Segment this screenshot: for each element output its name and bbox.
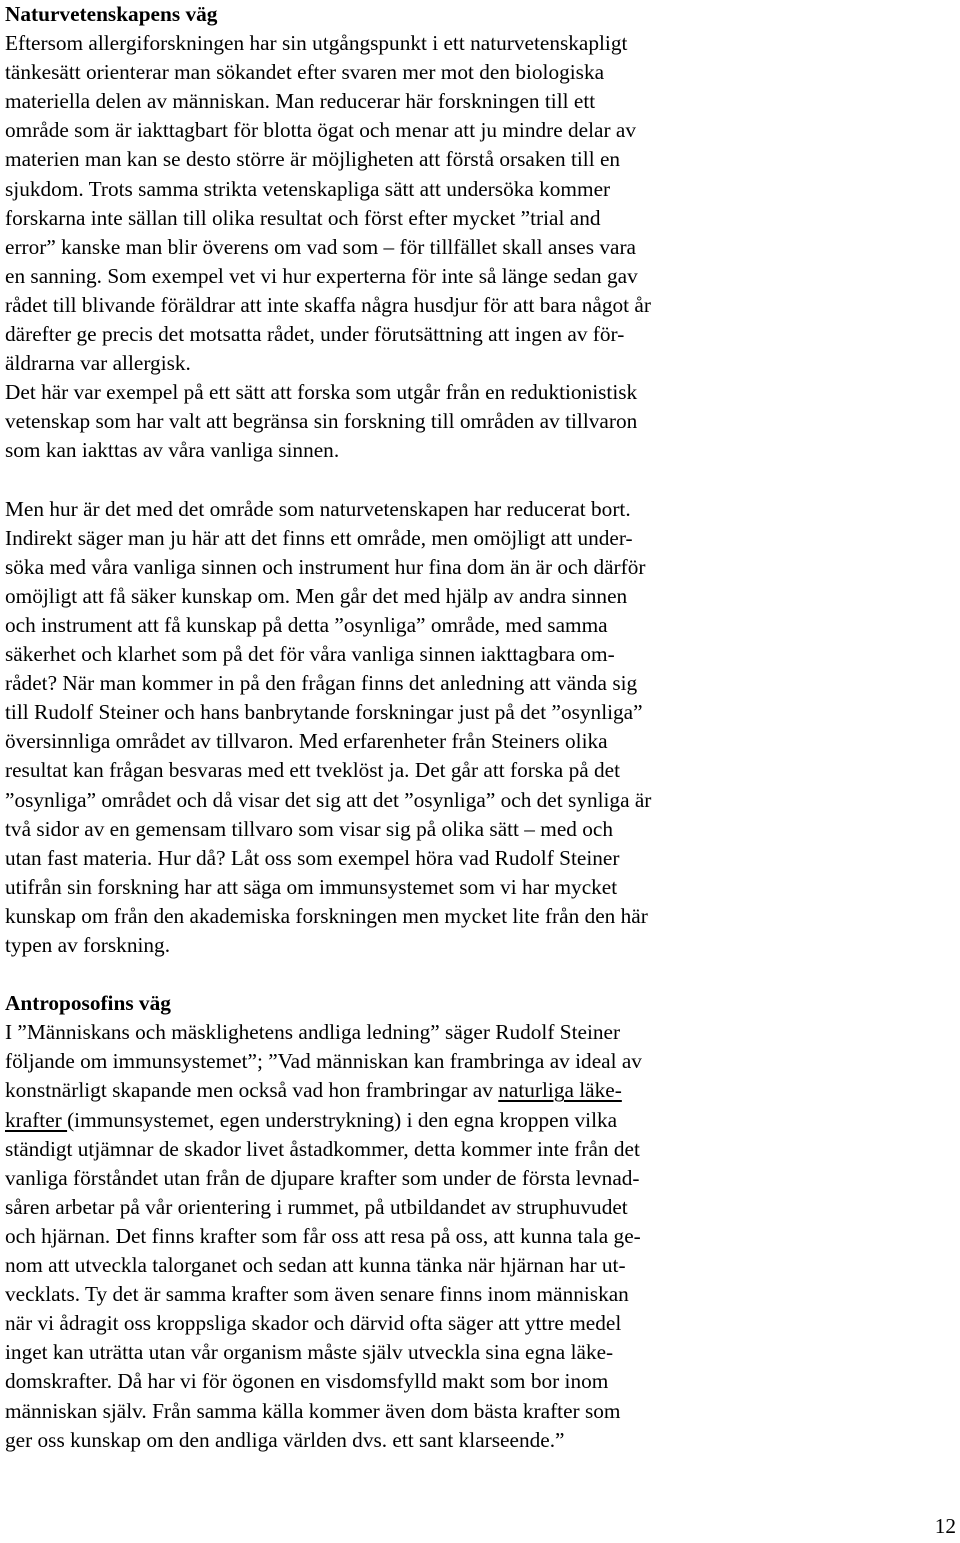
text-line: domskrafter. Då har vi för ögonen en visdomsfylld makt som bor inom [5,1369,609,1394]
text-line: error” kanske man blir överens om vad som – för tillfället skall anses vara [5,234,637,259]
text-line: Eftersom allergiforskningen har sin utgångspunkt i ett naturvetenskapligt [5,31,628,56]
text-line [5,1106,955,1135]
text-line: kunskap om från den akademiska forskningen men mycket lite från den här [5,903,648,928]
text-line: två sidor av en gemensam tillvaro som visar sig på olika sätt – med och [5,816,614,841]
text-line: vecklats. Ty det är samma krafter som även senare finns inom människan [5,1282,629,1307]
text-line: säkerhet och klarhet som på det för våra vanliga sinnen iakttagbara om- [5,642,615,667]
text-line: ”osynliga” området och då visar det sig att det ”osynliga” och det synliga är [5,787,652,812]
text-line: som kan iakttas av våra vanliga sinnen. [5,438,340,463]
text-line: en sanning. Som exempel vet vi hur experterna för inte så länge sedan gav [5,263,638,288]
text-line: såren arbetar på vår orientering i rummet, på utbildandet av struphuvudet [5,1194,628,1219]
paragraph-spacer [5,960,955,989]
text-line: nom att utveckla talorganet och sedan att kunna tänka när hjärnan har ut- [5,1253,626,1278]
text-line: följande om immunsystemet”; ”Vad människan kan frambringa av ideal av [5,1049,642,1074]
text-line: vanliga förståndet utan från de djupare krafter som under de första levnad- [5,1165,640,1190]
underlined-text: krafter [5,1107,68,1132]
paragraph-allergiforskning [5,29,955,378]
text-line: materiella delen av människan. Man reducerar här forskningen till ett [5,89,596,114]
text-line: ständigt utjämnar de skador livet åstadkommer, detta kommer inte från det [5,1136,640,1161]
text-line: resultat kan frågan besvaras med ett tveklöst ja. Det går att forska på det [5,758,621,783]
text-line [5,1076,955,1105]
text-line: och instrument att få kunskap på detta ”osynliga” område, med samma [5,612,608,637]
section-heading-antroposofins-vag: Antroposofins väg [5,991,171,1016]
text-line: område som är iakttagbart för blotta ögat och menar att ju mindre delar av [5,118,636,143]
section-heading-naturvetenskapens-vag: Naturvetenskapens väg [5,2,218,26]
text-line: till Rudolf Steiner och hans banbrytande forskningar just på det ”osynliga” [5,700,643,725]
text-line: utifrån sin forskning har att säga om immunsystemet som vi har mycket [5,874,618,899]
text-line: ger oss kunskap om den andliga världen dvs. ett sant klarseende.” [5,1427,565,1452]
text-segment: (immunsystemet, egen understrykning) i den egna kroppen vilka [67,1107,618,1132]
text-line: rådet till blivande föräldrar att inte skaffa några husdjur för att bara något år [5,292,651,317]
text-line: utan fast materia. Hur då? Låt oss som exempel höra vad Rudolf Steiner [5,845,620,870]
text-line: Det här var exempel på ett sätt att forska som utgår från en reduktionistisk [5,380,638,405]
text-line: rådet? När man kommer in på den frågan finns det anledning att vända sig [5,671,638,696]
text-line: vetenskap som har valt att begränsa sin forskning till områden av tillvaron [5,409,638,434]
text-line: Indirekt säger man ju här att det finns ett område, men omöjligt att under- [5,525,633,550]
text-line: när vi ådragit oss kroppsliga skador och därvid ofta säger att yttre medel [5,1311,622,1336]
text-line: materien man kan se desto större är möjligheten att förstå orsaken till en [5,147,621,172]
paragraph-reduktionistisk-vetenskap [5,378,955,465]
text-line: sjukdom. Trots samma strikta vetenskapliga sätt att undersöka kommer [5,176,611,201]
text-line: typen av forskning. [5,933,171,957]
text-line: äldrarna var allergisk. [5,351,191,376]
text-segment: konstnärligt skapande men också vad hon frambringar av [5,1078,499,1103]
text-line: I ”Människans och mäsklighetens andliga ledning” säger Rudolf Steiner [5,1020,621,1045]
paragraph-steiner-citat [5,1018,955,1454]
text-line: forskarna inte sällan till olika resultat och först efter mycket ”trial and [5,205,601,230]
text-line: omöjligt att få säker kunskap om. Men går det med hjälp av andra sinnen [5,583,628,608]
text-line: översinnliga området av tillvaron. Med erfarenheter från Steiners olika [5,729,608,754]
paragraph-osynliga-omradet [5,495,955,961]
text-line: Men hur är det med det område som naturvetenskapen har reducerat bort. [5,496,631,521]
document-page [5,0,955,1455]
text-line: därefter ge precis det motsatta rådet, under förutsättning att ingen av för- [5,322,625,347]
text-line: och hjärnan. Det finns krafter som får oss att resa på oss, att kunna tala ge- [5,1223,641,1248]
page-number: 12 [934,1514,956,1538]
text-line: inget kan uträtta utan vår organism måste själv utveckla sina egna läke- [5,1340,614,1365]
text-line: tänkesätt orienterar man sökandet efter svaren mer mot den biologiska [5,60,605,85]
text-line: söka med våra vanliga sinnen och instrument hur fina dom än är och därför [5,554,646,579]
underlined-text: naturliga läke- [498,1078,622,1103]
text-line: människan själv. Från samma källa kommer även dom bästa krafter som [5,1398,621,1423]
paragraph-spacer [5,466,955,495]
